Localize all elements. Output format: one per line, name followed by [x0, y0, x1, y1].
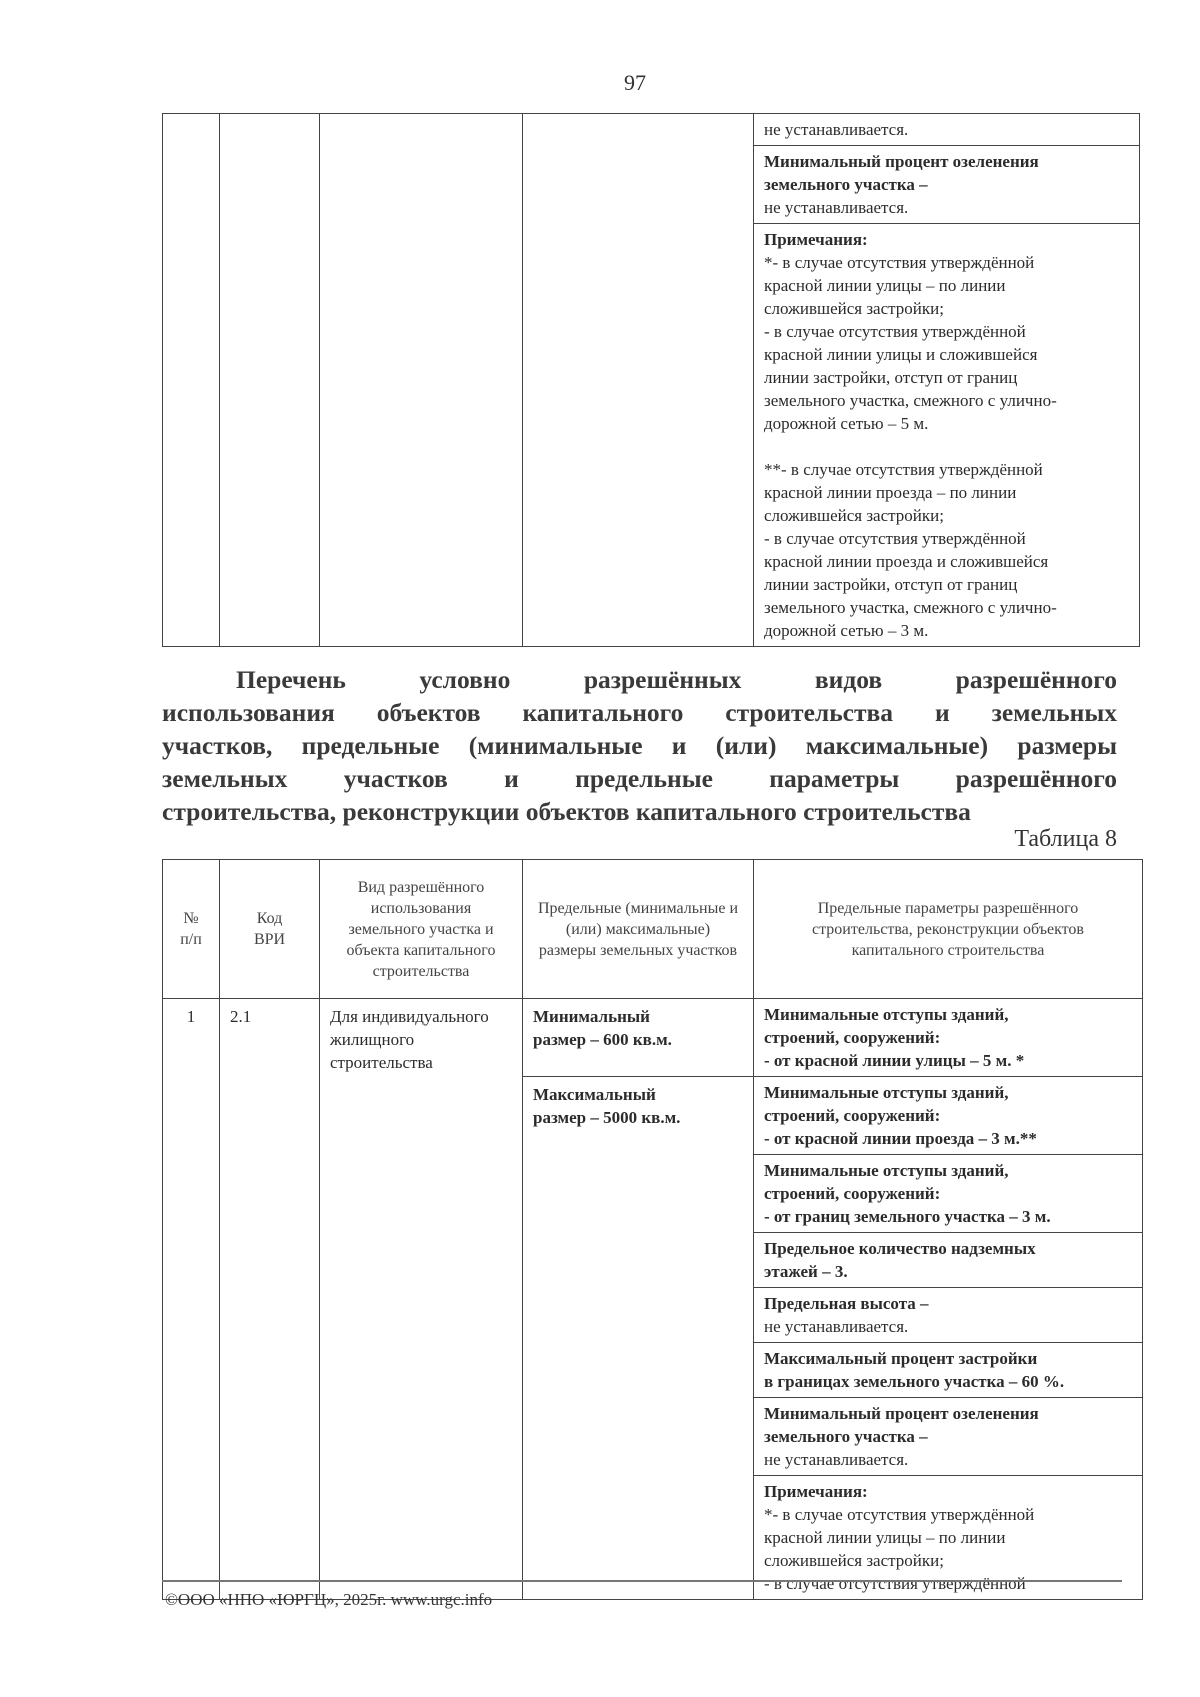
cell-line: Минимальные отступы зданий, — [764, 1161, 1009, 1180]
size-max-value: размер – 5000 кв.м. — [533, 1108, 681, 1127]
cell-line: дорожной сетью – 5 м. — [764, 414, 929, 433]
size-max-label: Максимальный — [533, 1085, 656, 1104]
cell-line: не устанавливается. — [764, 1317, 909, 1336]
cell-line: сложившейся застройки; — [764, 1551, 944, 1570]
header-type: Вид разрешённого использования земельного участка и объекта капитального строительства — [320, 860, 523, 999]
cell-line: - в случае отсутствия утверждённой — [764, 529, 1026, 548]
cell-line: строений, сооружений: — [764, 1184, 941, 1203]
empty-cell-num — [163, 114, 220, 647]
param-cell — [754, 224, 1140, 647]
heading-line: земельных участков и предельные параметры разрешённого — [162, 764, 1117, 793]
cell-line: сложившейся застройки; — [764, 299, 944, 318]
cell-line: - от красной линии проезда – 3 м.** — [764, 1129, 1037, 1148]
cell-line: *- в случае отсутствия утверждённой — [764, 1505, 1035, 1524]
header-num: № п/п — [163, 860, 220, 999]
cell-line: линии застройки, отступ от границ — [764, 368, 1018, 387]
param-cell — [754, 1233, 1143, 1288]
footer-copyright: ©ООО «НПО «ЮРГЦ», 2025г. www.urgc.info — [165, 1590, 493, 1609]
footer-divider — [162, 1580, 1122, 1582]
heading-line: Перечень условно разрешённых видов разрешённого — [236, 665, 1117, 694]
size-min-value: размер – 600 кв.м. — [533, 1030, 672, 1049]
param-cell — [754, 1398, 1143, 1476]
cell-line: строений, сооружений: — [764, 1028, 941, 1047]
param-cell — [754, 1155, 1143, 1233]
continued-table — [162, 113, 1140, 647]
cell-line: сложившейся застройки; — [764, 506, 944, 525]
page-number: 97 — [624, 70, 646, 95]
cell-line: этажей – 3. — [764, 1262, 848, 1281]
cell-line: земельного участка, смежного с улично- — [764, 598, 1057, 617]
param-cell — [754, 1343, 1143, 1398]
empty-cell-type — [320, 114, 523, 647]
cell-line: - от границ земельного участка – 3 м. — [764, 1207, 1051, 1226]
cell-line: *- в случае отсутствия утверждённой — [764, 253, 1035, 272]
cell-line: красной линии проезда – по линии — [764, 483, 1017, 502]
cell-line: красной линии проезда и сложившейся — [764, 552, 1049, 571]
cell-line: земельного участка, смежного с улично- — [764, 391, 1057, 410]
empty-cell-sizes — [523, 114, 754, 647]
cell-line: Примечания: — [764, 230, 868, 249]
cell-line: - в случае отсутствия утверждённой — [764, 322, 1026, 341]
cell-line: Максимальный процент застройки — [764, 1349, 1038, 1368]
cell-line: Примечания: — [764, 1482, 868, 1501]
header-params: Предельные параметры разрешённого строительства, реконструкции объектов капитального строительства — [754, 860, 1143, 999]
cell-line: красной линии улицы и сложившейся — [764, 345, 1038, 364]
cell-line: строений, сооружений: — [764, 1106, 941, 1125]
header-sizes: Предельные (минимальные и (или) максимальные) размеры земельных участков — [523, 860, 754, 999]
empty-cell-code — [220, 114, 320, 647]
row-type: Для индивидуального жилищного строительства — [320, 999, 523, 1600]
cell-line: - от красной линии улицы – 5 м. * — [764, 1051, 1025, 1070]
param-cell — [754, 114, 1140, 146]
cell-line: земельного участка – — [764, 1427, 928, 1446]
cell-line: красной линии улицы – по линии — [764, 1528, 1006, 1547]
cell-line: Минимальные отступы зданий, — [764, 1083, 1009, 1102]
cell-line: красной линии улицы – по линии — [764, 276, 1006, 295]
cell-line: Минимальный процент озеленения — [764, 1404, 1039, 1423]
cell-line: Предельная высота – — [764, 1294, 929, 1313]
heading-line: использования объектов капитального строительства и земельных — [162, 698, 1117, 727]
cell-line: Предельное количество надземных — [764, 1239, 1036, 1258]
row-num: 1 — [163, 999, 220, 1600]
row-code: 2.1 — [220, 999, 320, 1600]
cell-line: в границах земельного участка – 60 %. — [764, 1372, 1065, 1391]
param-cell — [754, 999, 1143, 1077]
cell-line: - в случае отсутствия утверждённой — [764, 1574, 1026, 1593]
cell-line: линии застройки, отступ от границ — [764, 575, 1018, 594]
header-code: Код ВРИ — [220, 860, 320, 999]
table-label: Таблица 8 — [1014, 826, 1117, 852]
param-cell — [754, 1288, 1143, 1343]
cell-line: Минимальные отступы зданий, — [764, 1005, 1009, 1024]
size-min-label: Минимальный — [533, 1007, 650, 1026]
heading-line: участков, предельные (минимальные и (или) максимальные) размеры — [162, 731, 1117, 760]
heading-line: строительства, реконструкции объектов капитального строительства — [162, 797, 971, 826]
cell-line: не устанавливается. — [764, 1450, 909, 1469]
permitted-use-table — [162, 859, 1143, 1600]
blank-line — [764, 435, 1129, 458]
cell-line: **- в случае отсутствия утверждённой — [764, 460, 1043, 479]
param-cell — [754, 1077, 1143, 1155]
section-heading — [162, 663, 1117, 828]
param-cell — [754, 146, 1140, 224]
cell-line: Минимальный процент озеленения — [764, 152, 1039, 171]
cell-line: дорожной сетью – 3 м. — [764, 621, 929, 640]
cell-line: земельного участка – — [764, 175, 928, 194]
cell-line: не устанавливается. — [764, 198, 909, 217]
size-max — [523, 1077, 754, 1600]
cell-line: не устанавливается. — [764, 120, 909, 139]
size-min — [523, 999, 754, 1077]
